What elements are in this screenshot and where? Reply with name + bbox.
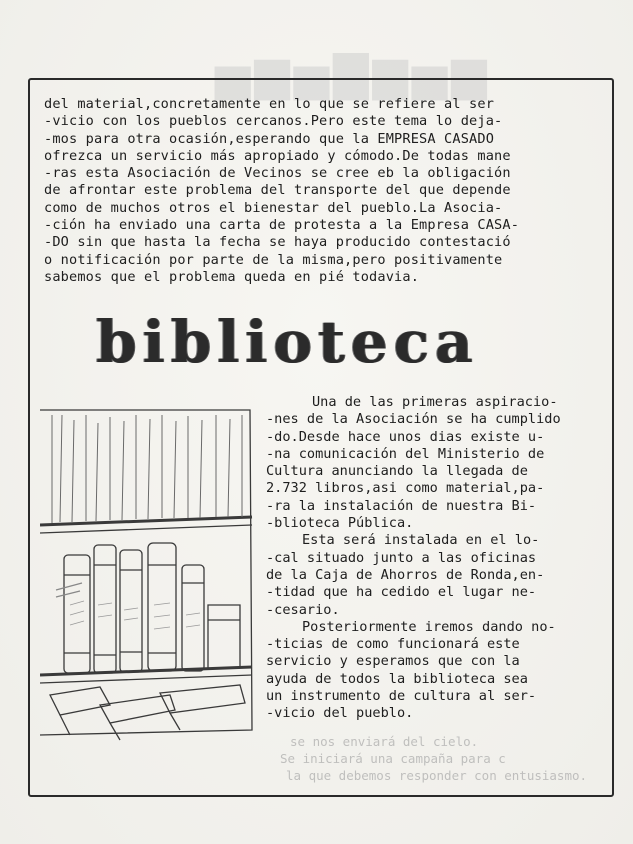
transport-article-text [44,96,604,286]
text-line: 2.732 libros,asi como material,pa- [266,480,545,497]
text-line: Cultura anunciando la llegada de [266,463,528,480]
text-line: -nes de la Asociación se ha cumplido [266,411,561,428]
text-line: Posteriormente iremos dando no- [302,618,556,635]
bleed-through-text: la que debemos responder con entusiasmo. [286,768,588,783]
text-line: Una de las primeras aspiracio- [312,394,558,410]
text-line: como de muchos otros el bienestar del pueblo.La Asocia- [44,199,503,216]
bleed-through-heading-shape: ▅▆▅▇▆▅▆ [215,46,491,100]
text-line: -na comunicación del Ministerio de [266,445,545,462]
library-article-text [266,394,626,723]
text-line: -ra la instalación de nuestra Bi- [266,497,537,514]
text-line: -ticias de como funcionará este [266,636,520,653]
text-line: -do.Desde hace unos dias existe u- [266,428,545,445]
text-line: -tidad que ha cedido el lugar ne- [266,584,537,601]
text-line: -cal situado junto a las oficinas [266,549,537,566]
text-line: un instrumento de cultura al ser- [266,688,537,705]
bleed-through-text: Se iniciará una campaña para c [280,751,506,766]
bookshelf-illustration [40,405,265,745]
text-line: servicio y esperamos que con la [266,653,520,670]
text-line: -cesario. [266,601,340,618]
text-line: del material,concretamente en lo que se refiere al ser [44,96,495,112]
bleed-through-text: se nos enviará del cielo. [290,734,479,749]
text-line: -DO sin que hasta la fecha se haya producido contestació [44,234,511,251]
section-heading-biblioteca: biblioteca [96,308,479,376]
text-line: o notificación por parte de la misma,pero positivamente [44,251,503,268]
text-line: -ras esta Asociación de Vecinos se cree eb la obligación [44,165,511,182]
text-line: -vicio del pueblo. [266,705,414,722]
text-line: de la Caja de Ahorros de Ronda,en- [266,566,545,583]
text-line: -vicio con los pueblos cercanos.Pero este tema lo deja- [44,113,503,130]
text-line: Esta será instalada en el lo- [302,532,540,549]
text-line: ayuda de todos la biblioteca sea [266,670,528,687]
text-line: -ción ha enviado una carta de protesta a la Empresa CASA- [44,217,520,234]
text-line: sabemos que el problema queda en pié todavia. [44,268,420,285]
text-line: -blioteca Pública. [266,515,414,532]
text-line: -mos para otra ocasión,esperando que la EMPRESA CASADO [44,130,495,147]
text-line: ofrezca un servicio más apropiado y cómodo.De todas mane [44,147,511,164]
text-line: de afrontar este problema del transporte del que depende [44,182,511,199]
